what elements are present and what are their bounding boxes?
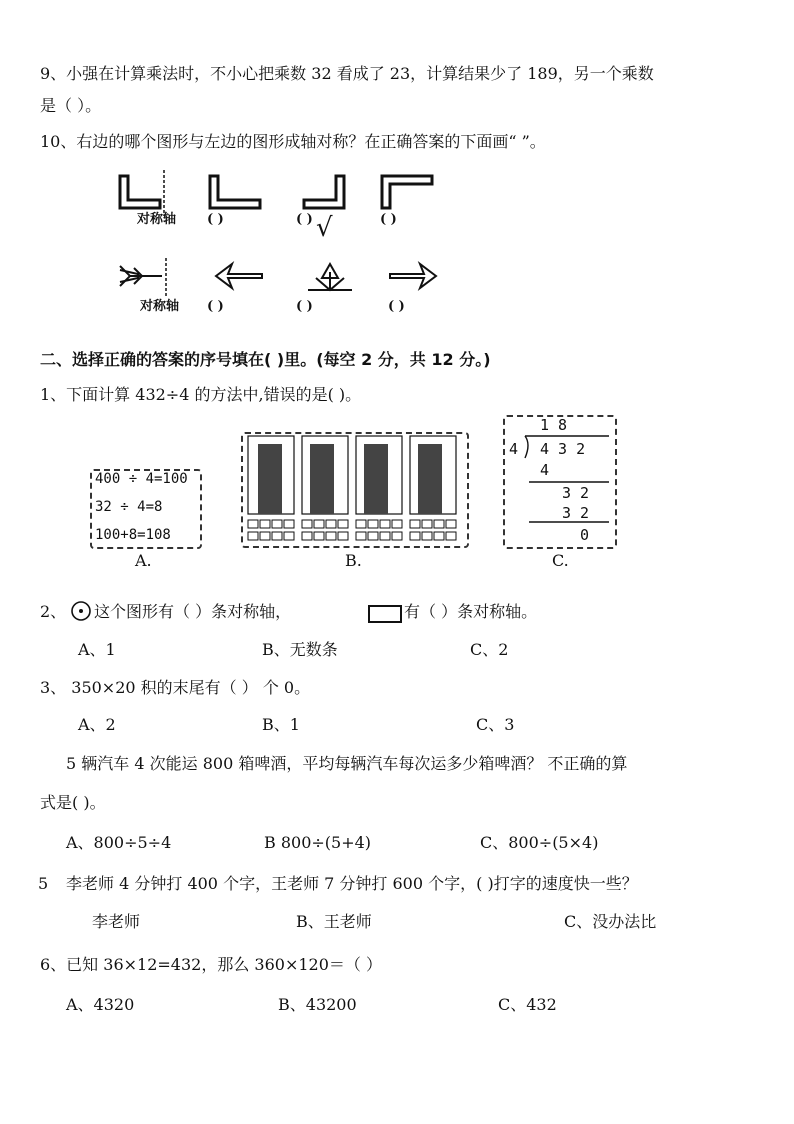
c5-option-b: B、王老师 xyxy=(296,912,372,931)
c1-long-division-lines xyxy=(505,418,613,544)
section2-title: 二、选择正确的答案的序号填在( )里。(每空 2 分，共 12 分。) xyxy=(40,350,491,369)
c4-line2: 式是( )。 xyxy=(40,793,106,812)
l-shape-original xyxy=(120,176,160,208)
arrow-original xyxy=(120,266,162,286)
c1-a-line3: 100+8=108 xyxy=(95,527,171,543)
l-shape-option-1 xyxy=(210,176,260,208)
c2-option-a: A、1 xyxy=(78,640,116,659)
c6-option-c: C、432 xyxy=(498,995,557,1014)
paren-2c: ( ) xyxy=(388,299,405,314)
c3-option-c: C、3 xyxy=(476,715,515,734)
l-shape-option-2 xyxy=(304,176,344,208)
axis-label-2: 对称轴 xyxy=(140,299,180,314)
c6-option-a: A、4320 xyxy=(66,995,135,1014)
q9-line2: 是（ ）。 xyxy=(40,96,102,115)
c1-div-step1: 4 xyxy=(540,461,550,479)
c1-a-line1: 400 ÷ 4=100 xyxy=(95,471,188,487)
c2-question-mid: 这个图形有（ ）条对称轴， xyxy=(94,602,292,621)
c2-prefix: 2、 xyxy=(40,602,67,621)
c1-a-label: A. xyxy=(135,551,152,570)
l-shape-option-3 xyxy=(382,176,432,208)
c5-option-a: 李老师 xyxy=(92,912,141,931)
c1-b-label: B. xyxy=(345,551,362,570)
arrow-option-3 xyxy=(390,264,436,288)
c5-number: 5 xyxy=(38,874,49,893)
c2-option-c: C、2 xyxy=(470,640,509,659)
c4-line1: 5 辆汽车 4 次能运 800 箱啤酒，平均每辆汽车每次运多少箱啤酒？ 不正确的算 xyxy=(66,754,628,773)
c3-question: 3、 350×20 积的末尾有（ ） 个 0。 xyxy=(40,678,311,697)
c6-option-b: B、43200 xyxy=(278,995,357,1014)
paren-2b: ( ) xyxy=(296,299,313,314)
c1-div-step3: 3 2 xyxy=(562,504,590,522)
paren-1c: ( ) xyxy=(380,212,397,227)
c6-question: 6、已知 36×12=432，那么 360×120＝（ ） xyxy=(40,955,382,974)
c1-base-ten-blocks xyxy=(244,434,464,544)
c1-a-line2: 32 ÷ 4=8 xyxy=(95,499,163,515)
rectangle-icon xyxy=(368,605,402,623)
q9-line1: 9、小强在计算乘法时，不小心把乘数 32 看成了 23，计算结果少了 189，另一个乘数 xyxy=(40,64,654,83)
arrow-option-1 xyxy=(216,264,262,288)
c2-question-end: 有（ ）条对称轴。 xyxy=(404,602,538,621)
paren-1a: ( ) xyxy=(207,212,224,227)
arrow-shapes-row xyxy=(112,256,452,300)
paren-2a: ( ) xyxy=(207,299,224,314)
c1-div-dividend: 4 3 2 xyxy=(540,440,586,458)
c2-option-b: B、无数条 xyxy=(262,640,338,659)
q10-text: 10、右边的哪个图形与左边的图形成轴对称？在正确答案的下面画“ ”。 xyxy=(40,132,546,151)
c4-option-c: C、800÷(5×4) xyxy=(480,833,599,852)
c1-div-step2: 3 2 xyxy=(562,484,590,502)
c1-c-label: C. xyxy=(552,551,569,570)
c4-option-b: B 800÷(5+4) xyxy=(264,833,372,852)
axis-label-1: 对称轴 xyxy=(137,212,177,227)
c3-option-a: A、2 xyxy=(78,715,116,734)
circle-dot-icon xyxy=(70,600,94,624)
arrow-option-2 xyxy=(308,264,352,290)
c3-option-b: B、1 xyxy=(262,715,300,734)
c1-question: 1、下面计算 432÷4 的方法中,错误的是( )。 xyxy=(40,385,362,404)
c5-question: 李老师 4 分钟打 400 个字，王老师 7 分钟打 600 个字，( )打字的速度快一些？ xyxy=(66,874,638,893)
paren-1b: ( ) xyxy=(296,212,313,227)
check-mark: √ xyxy=(316,213,333,243)
c1-div-quotient: 1 8 xyxy=(540,416,568,434)
c1-div-divisor: 4 xyxy=(509,440,519,458)
c1-div-remainder: 0 xyxy=(580,526,590,544)
c4-option-a: A、800÷5÷4 xyxy=(66,833,172,852)
c5-option-c: C、没办法比 xyxy=(564,912,657,931)
